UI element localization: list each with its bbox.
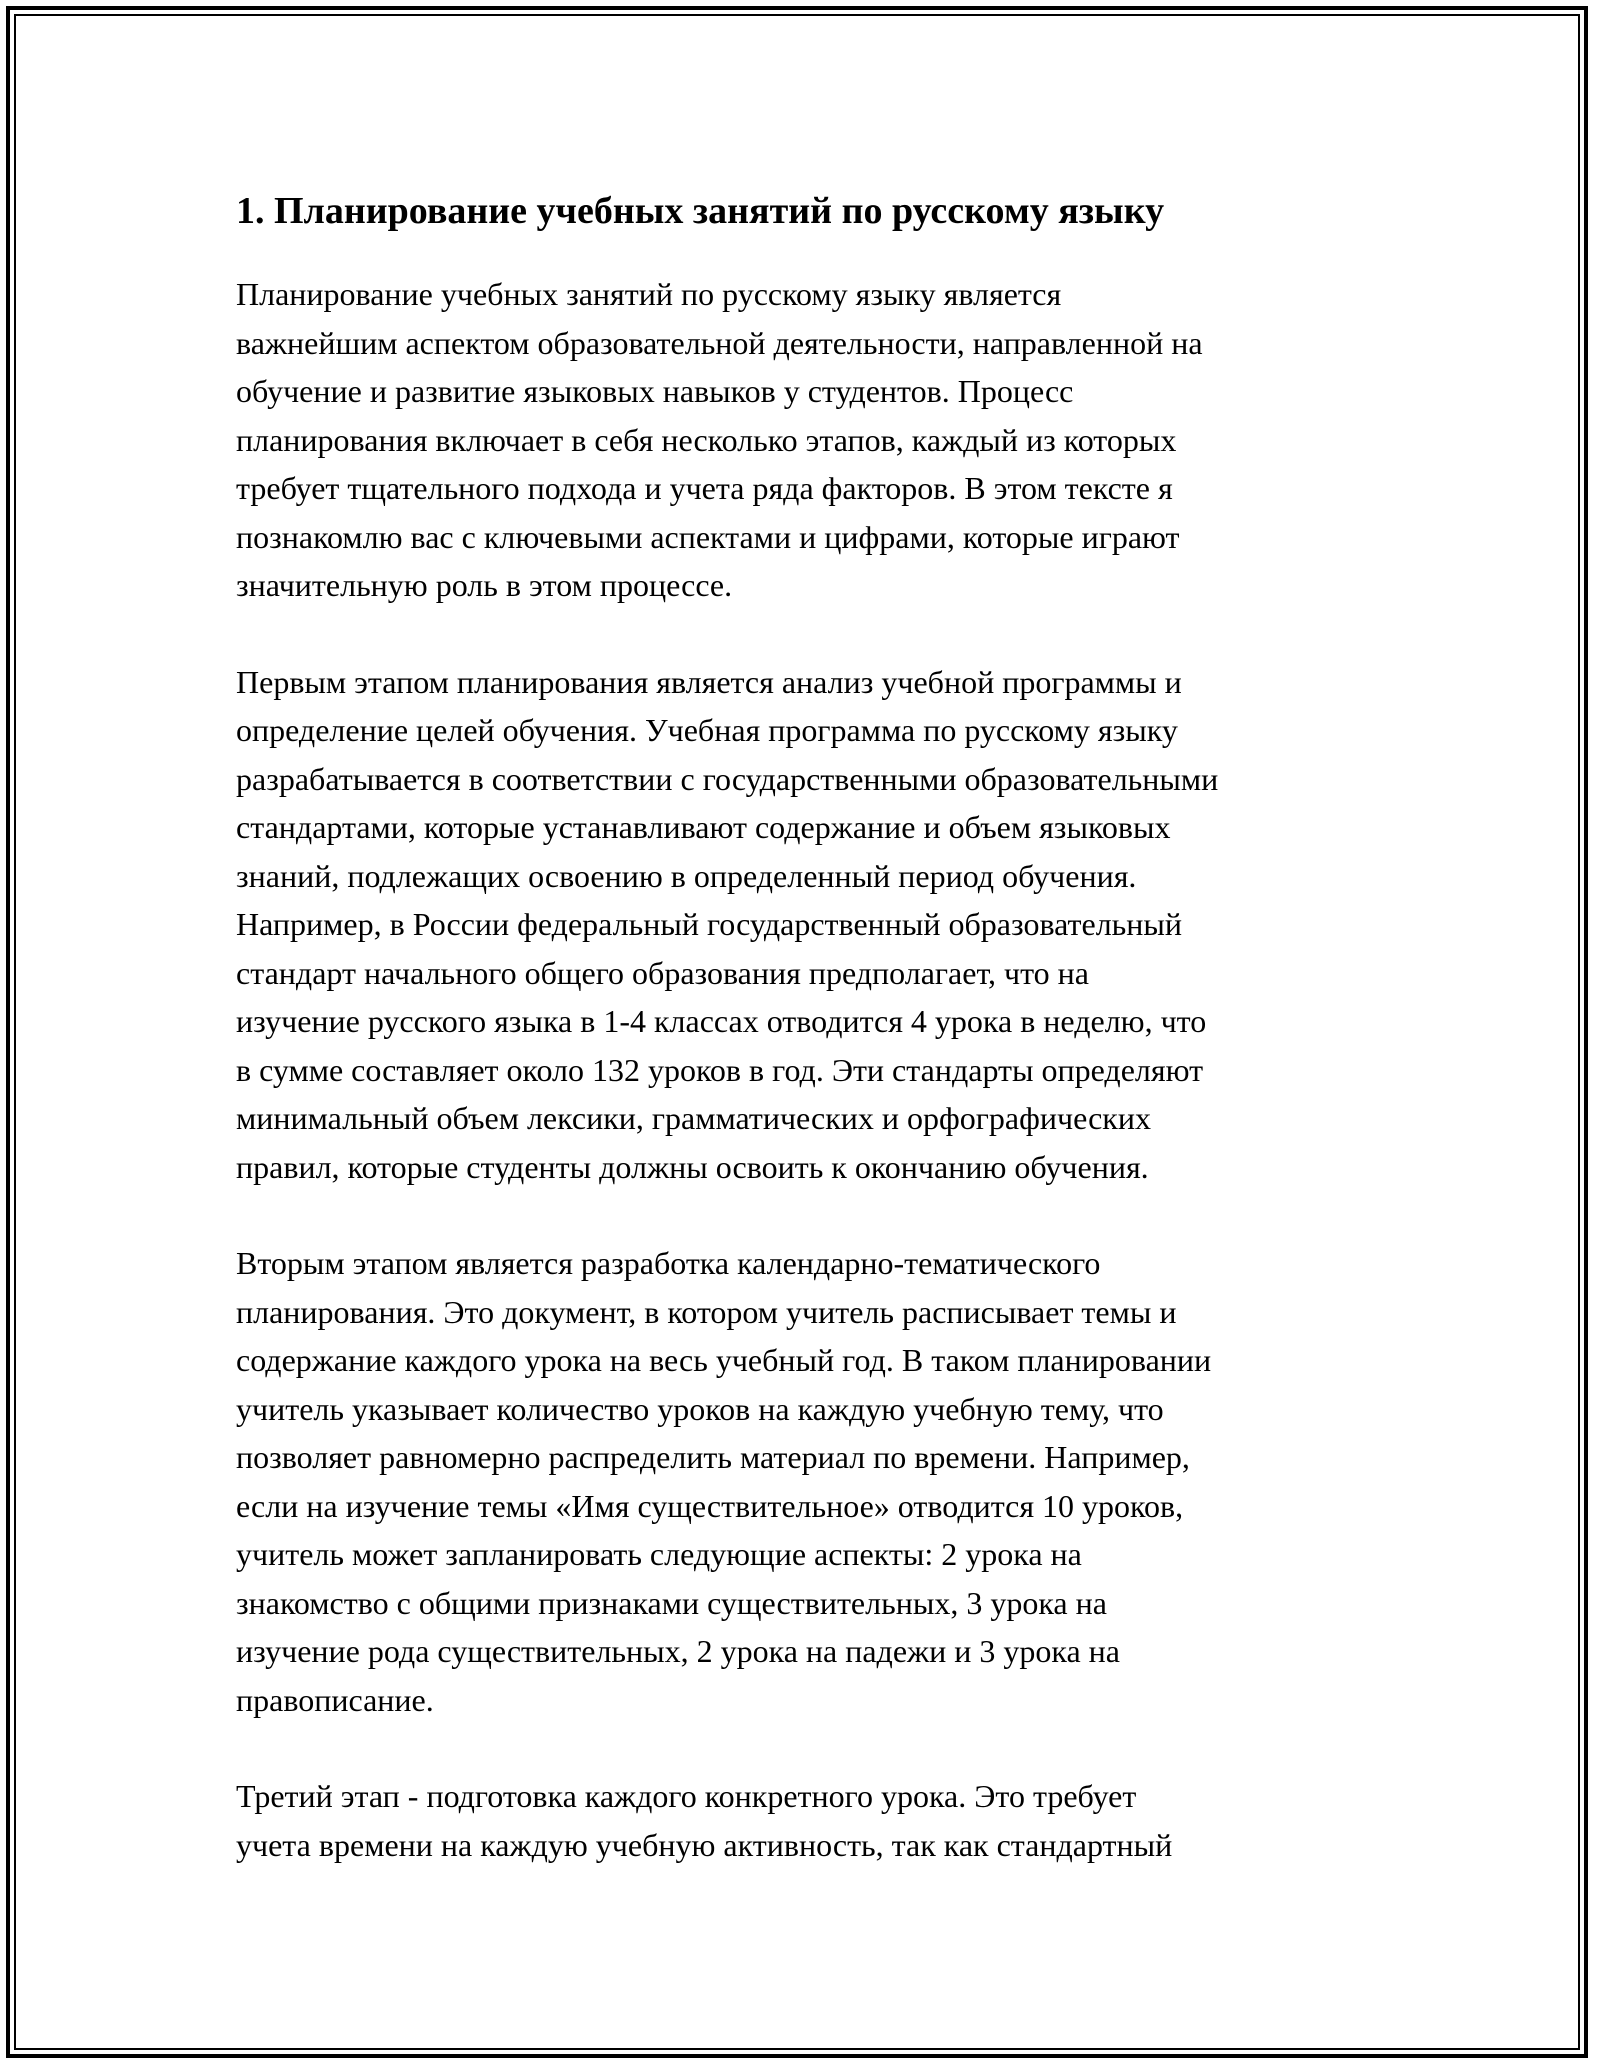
- text-line: позволяет равномерно распределить материал по времени. Например,: [236, 1439, 1190, 1475]
- text-line: знакомство с общими признаками существительных, 3 урока на: [236, 1584, 1107, 1621]
- text-line: учитель указывает количество уроков на каждую учебную тему, что: [236, 1390, 1164, 1427]
- text-line: познакомлю вас с ключевыми аспектами и цифрами, которые играют: [236, 518, 1180, 555]
- text-line: планирования. Это документ, в котором учитель расписывает темы и: [236, 1293, 1177, 1330]
- paragraph-stage-three: [236, 1772, 1386, 1869]
- text-line: планирования включает в себя несколько этапов, каждый из которых: [236, 421, 1177, 458]
- text-line: изучение русского языка в 1-4 классах отводится 4 урока в неделю, что: [236, 1003, 1207, 1039]
- text-line: Третий этап - подготовка каждого конкретного урока. Это требует: [236, 1778, 1137, 1814]
- text-line: важнейшим аспектом образовательной деятельности, направленной на: [236, 324, 1203, 361]
- text-line: если на изучение темы «Имя существительное» отводится 10 уроков,: [236, 1487, 1184, 1524]
- text-line: минимальный объем лексики, грамматических и орфографических: [236, 1100, 1151, 1136]
- text-line: Например, в России федеральный государственный образовательный: [236, 906, 1183, 942]
- text-line: правил, которые студенты должны освоить к окончанию обучения.: [236, 1148, 1149, 1185]
- text-line: стандартами, которые устанавливают содержание и объем языковых: [236, 809, 1171, 845]
- text-line: разрабатывается в соответствии с государственными образовательными: [236, 760, 1219, 797]
- text-line: учитель может запланировать следующие аспекты: 2 урока на: [236, 1536, 1082, 1572]
- text-line: обучение и развитие языковых навыков у студентов. Процесс: [236, 373, 1074, 409]
- text-line: Вторым этапом является разработка календарно-тематического: [236, 1245, 1101, 1281]
- text-line: в сумме составляет около 132 уроков в год. Эти стандарты определяют: [236, 1051, 1204, 1088]
- paragraph-stage-one: [236, 658, 1386, 1192]
- text-line: Первым этапом планирования является анализ учебной программы и: [236, 663, 1182, 700]
- text-line: знаний, подлежащих освоению в определенный период обучения.: [236, 857, 1137, 894]
- section-heading: 1. Планирование учебных занятий по русскому языку: [236, 190, 1165, 232]
- text-line: требует тщательного подхода и учета ряда факторов. В этом тексте я: [236, 470, 1173, 506]
- text-line: учета времени на каждую учебную активность, так как стандартный: [236, 1826, 1173, 1863]
- paragraph-intro: [236, 270, 1386, 610]
- document-body: [236, 186, 1386, 1917]
- text-line: правописание.: [236, 1681, 434, 1718]
- text-line: Планирование учебных занятий по русскому языку является: [236, 276, 1062, 312]
- paragraph-stage-two: [236, 1239, 1386, 1724]
- text-line: изучение рода существительных, 2 урока на падежи и 3 урока на: [236, 1633, 1120, 1669]
- text-line: стандарт начального общего образования предполагает, что на: [236, 954, 1089, 991]
- text-line: определение целей обучения. Учебная программа по русскому языку: [236, 712, 1178, 748]
- text-line: содержание каждого урока на весь учебный год. В таком планировании: [236, 1342, 1212, 1378]
- text-line: значительную роль в этом процессе.: [236, 567, 733, 603]
